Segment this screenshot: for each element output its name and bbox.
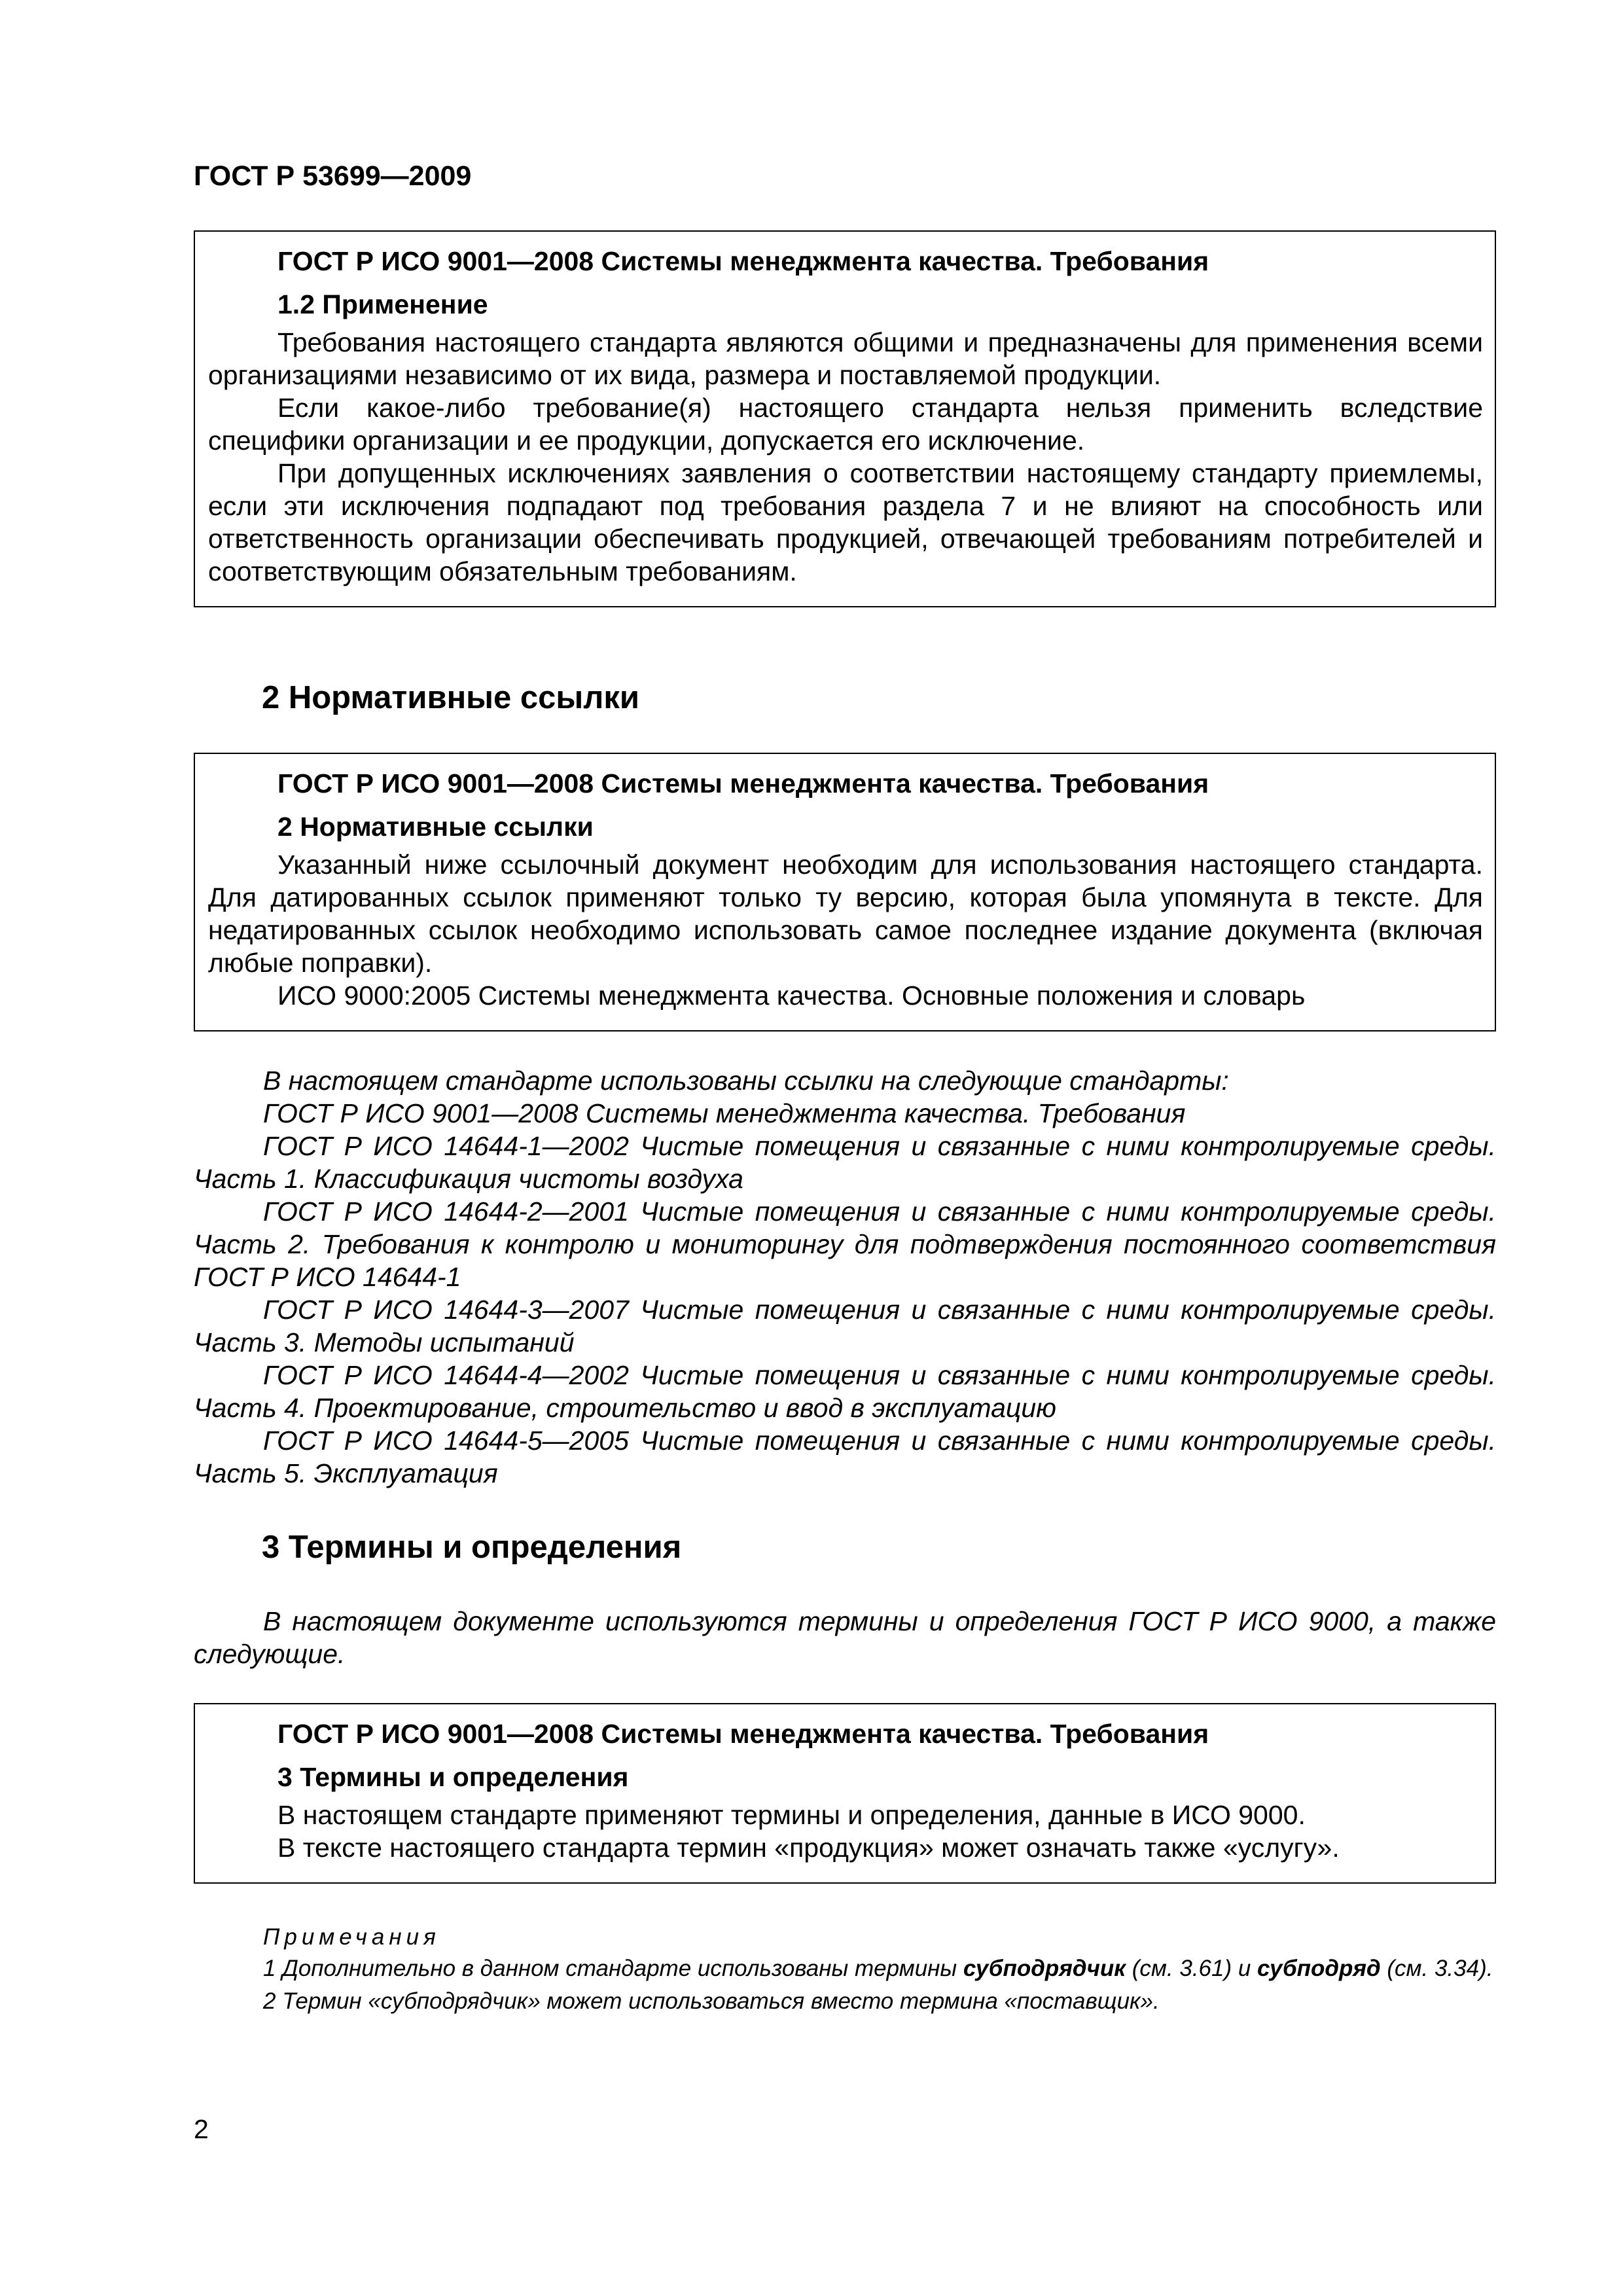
- box-subtitle: 1.2 Применение: [277, 289, 488, 319]
- reference-item: ГОСТ Р ИСО 14644-5—2005 Чистые помещения и связанные с ними контролируемые среды. Часть 5. Эксплуатация: [194, 1426, 1496, 1488]
- section-heading-normative-references: 2 Нормативные ссылки: [262, 680, 639, 715]
- terms-intro-text: В настоящем документе используются термины и определения ГОСТ Р ИСО 9000, а также следующие.: [194, 1606, 1496, 1669]
- box-paragraph: В тексте настоящего стандарта термин «продукция» может означать также «услугу».: [277, 1833, 1340, 1863]
- reference-item: ГОСТ Р ИСО 9001—2008 Системы менеджмента качества. Требования: [263, 1098, 1186, 1128]
- box-paragraph: ИСО 9000:2005 Системы менеджмента качества. Основные положения и словарь: [277, 980, 1306, 1011]
- notes: [194, 1923, 1496, 2016]
- box-subtitle: 2 Нормативные ссылки: [277, 812, 594, 842]
- quote-box-terms: [194, 1703, 1496, 1884]
- box-paragraph: Требования настоящего стандарта являются общими и предназначены для применения всеми организациями независимо от их вида, размера и поставляемой продукции.: [208, 327, 1483, 390]
- reference-item: ГОСТ Р ИСО 14644-1—2002 Чистые помещения и связанные с ними контролируемые среды. Часть 1. Классификация чистоты воздуха: [194, 1131, 1496, 1194]
- box-title: ГОСТ Р ИСО 9001—2008 Системы менеджмента качества. Требования: [277, 246, 1209, 276]
- reference-item: ГОСТ Р ИСО 14644-3—2007 Чистые помещения и связанные с ними контролируемые среды. Часть 3. Методы испытаний: [194, 1295, 1496, 1357]
- terms-intro: [194, 1605, 1496, 1670]
- reference-item: ГОСТ Р ИСО 14644-2—2001 Чистые помещения и связанные с ними контролируемые среды. Часть 2. Требования к контролю и мониторингу для подтверждения постоянного соответствия ГОСТ Р ИСО 14644-1: [194, 1196, 1496, 1292]
- references-intro: В настоящем стандарте использованы ссылки на следующие стандарты:: [263, 1066, 1229, 1096]
- quote-box-normative-references: [194, 753, 1496, 1031]
- term-subcontract: субподряд: [1257, 1956, 1381, 1981]
- page-number: 2: [194, 2114, 209, 2144]
- section-heading-terms: 3 Термины и определения: [262, 1530, 682, 1565]
- note-1: 1 Дополнительно в данном стандарте использованы термины субподрядчик (см. 3.61) и субподряд (см. 3.34).: [263, 1956, 1493, 1981]
- box-subtitle: 3 Термины и определения: [277, 1762, 629, 1792]
- document-code: ГОСТ Р 53699—2009: [194, 160, 472, 192]
- box-title: ГОСТ Р ИСО 9001—2008 Системы менеджмента качества. Требования: [277, 768, 1209, 798]
- box-paragraph: В настоящем стандарте применяют термины и определения, данные в ИСО 9000.: [277, 1800, 1306, 1830]
- box-paragraph: При допущенных исключениях заявления о соответствии настоящему стандарту приемлемы, если эти исключения подпадают под требования раздела 7 и не влияют на способность или ответственность организации обеспечивать продукцией, отвечающей требованиям потребителей и соответствующим обязательным требованиям.: [208, 458, 1483, 586]
- notes-heading: Примечания: [263, 1924, 440, 1950]
- reference-item: ГОСТ Р ИСО 14644-4—2002 Чистые помещения и связанные с ними контролируемые среды. Часть 4. Проектирование, строительство и ввод в эксплуатацию: [194, 1360, 1496, 1423]
- box-paragraph: Если какое-либо требование(я) настоящего стандарта нельзя применить вследствие специфики организации и ее продукции, допускается его исключение.: [208, 393, 1483, 456]
- references-list: [194, 1064, 1496, 1490]
- term-subcontractor: субподрядчик: [963, 1956, 1126, 1981]
- quote-box-scope: [194, 230, 1496, 607]
- note-2: 2 Термин «субподрядчик» может использоваться вместо термина «поставщик».: [263, 1988, 1160, 2014]
- box-title: ГОСТ Р ИСО 9001—2008 Системы менеджмента качества. Требования: [277, 1719, 1209, 1749]
- box-paragraph: Указанный ниже ссылочный документ необходим для использования настоящего стандарта. Для датированных ссылок применяют только ту версию, которая была упомянута в тексте. Для недатированных ссылок необходимо использовать самое последнее издание документа (включая любые поправки).: [208, 850, 1483, 978]
